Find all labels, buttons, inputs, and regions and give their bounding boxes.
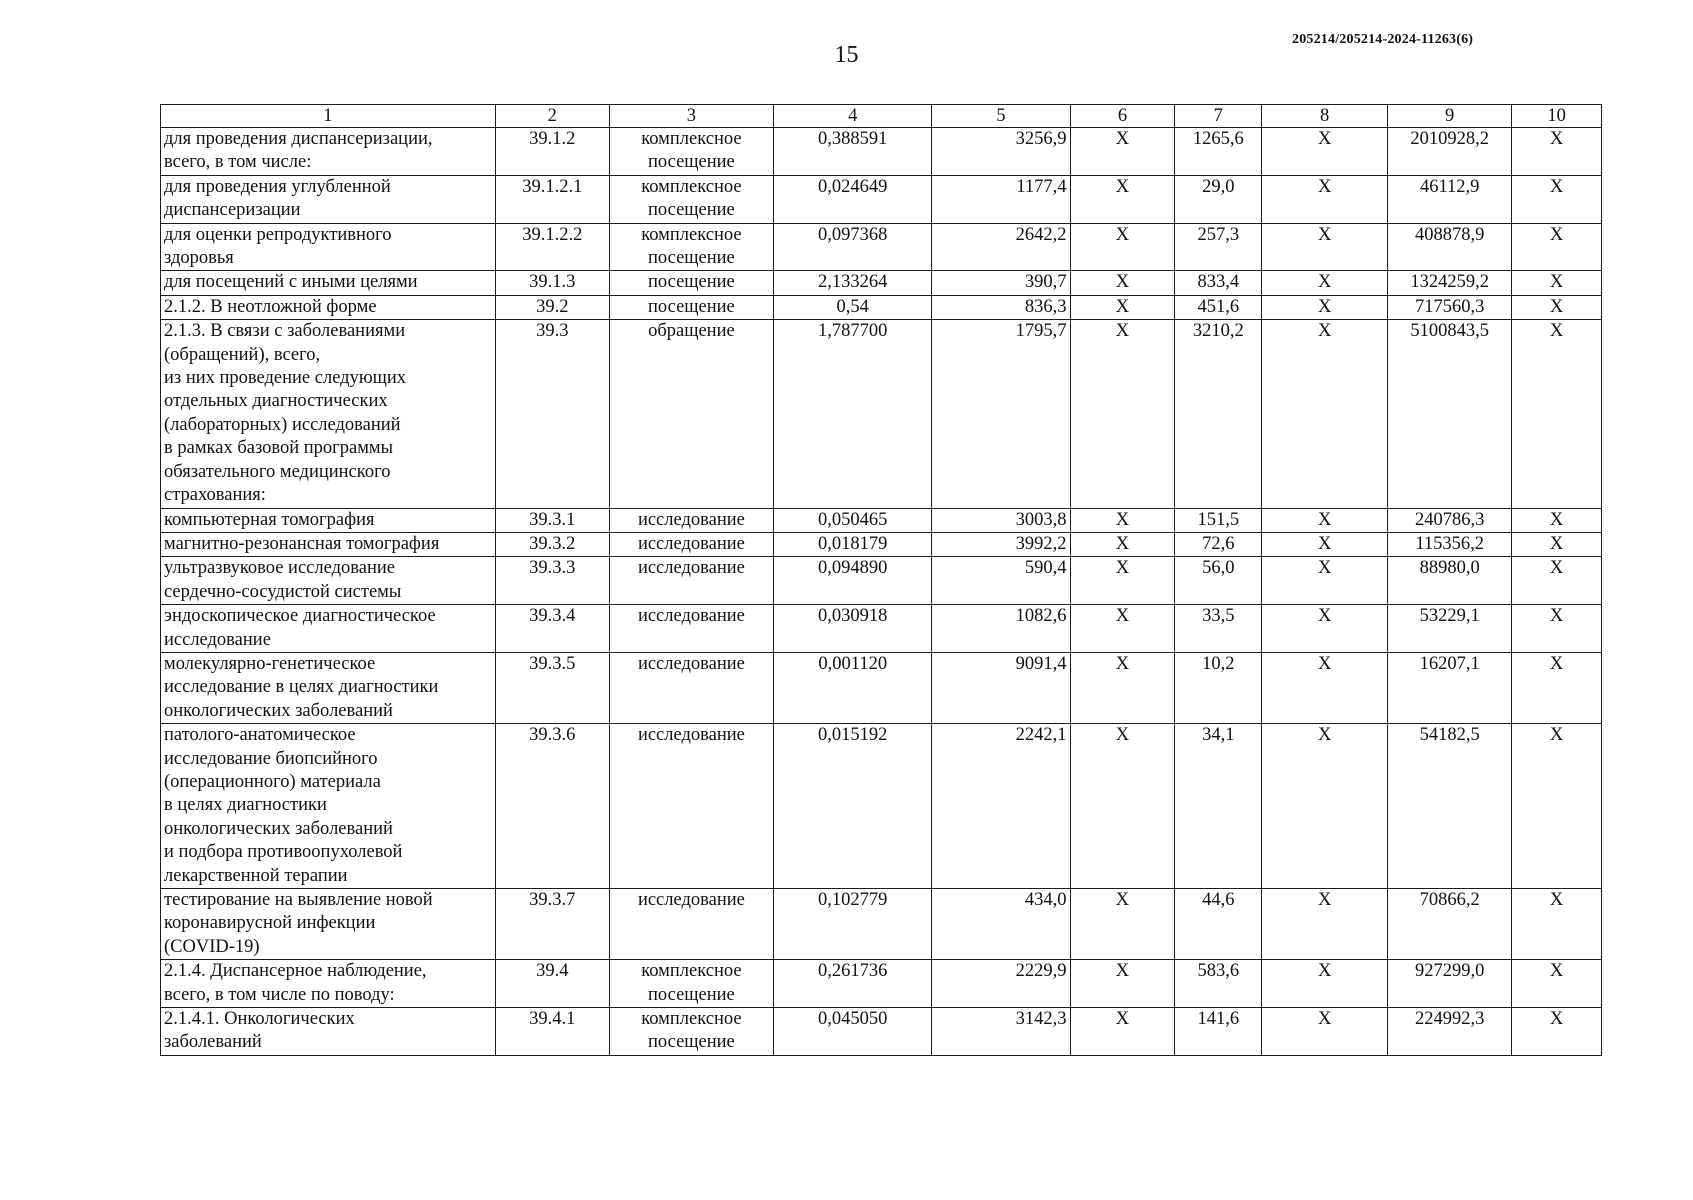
cell-total-cost: 2010928,2 [1388, 128, 1512, 176]
cell-unit: посещение [609, 295, 773, 319]
cell-unit: исследование [609, 508, 773, 532]
cell-standard-volume: 0,030918 [774, 605, 932, 653]
cell-total-cost: 16207,1 [1388, 652, 1512, 723]
cell-row-code: 39.1.3 [495, 271, 609, 295]
document-id: 205214/205214-2024-11263(6) [1292, 32, 1474, 47]
cell-standard-volume: 0,015192 [774, 724, 932, 889]
cell-col-10-value: X [1512, 508, 1602, 532]
cell-unit: исследование [609, 652, 773, 723]
cell-col-10-value: X [1512, 295, 1602, 319]
cell-standard-cost: 3142,3 [932, 1008, 1070, 1056]
cell-col-8-value: X [1262, 175, 1388, 223]
cell-per-capita-value: 451,6 [1175, 295, 1262, 319]
cell-row-label: 2.1.2. В неотложной форме [161, 295, 496, 319]
table-row [161, 271, 1602, 295]
cell-unit: исследование [609, 605, 773, 653]
column-number-9: 9 [1388, 105, 1512, 128]
cell-col-6-value: X [1070, 1008, 1175, 1056]
cell-standard-volume: 1,787700 [774, 320, 932, 508]
cell-per-capita-value: 44,6 [1175, 889, 1262, 960]
cell-col-8-value: X [1262, 271, 1388, 295]
cell-row-label: 2.1.4. Диспансерное наблюдение, всего, в том числе по поводу: [161, 960, 496, 1008]
cell-total-cost: 53229,1 [1388, 605, 1512, 653]
cell-standard-cost: 3003,8 [932, 508, 1070, 532]
cell-col-8-value: X [1262, 724, 1388, 889]
table-row [161, 295, 1602, 319]
column-number-row [161, 105, 1602, 128]
cell-col-10-value: X [1512, 724, 1602, 889]
column-number-6: 6 [1070, 105, 1175, 128]
cell-col-6-value: X [1070, 724, 1175, 889]
table-row [161, 605, 1602, 653]
cell-standard-volume: 0,102779 [774, 889, 932, 960]
cell-unit: комплексное посещение [609, 175, 773, 223]
cell-standard-cost: 590,4 [932, 557, 1070, 605]
cell-row-code: 39.1.2.2 [495, 223, 609, 271]
cell-row-label: для посещений с иными целями [161, 271, 496, 295]
cell-standard-volume: 0,094890 [774, 557, 932, 605]
cell-standard-volume: 0,261736 [774, 960, 932, 1008]
cell-col-10-value: X [1512, 960, 1602, 1008]
cell-row-label: 2.1.4.1. Онкологических заболеваний [161, 1008, 496, 1056]
column-number-2: 2 [495, 105, 609, 128]
table-row [161, 320, 1602, 508]
column-number-10: 10 [1512, 105, 1602, 128]
cell-col-6-value: X [1070, 960, 1175, 1008]
page-number: 15 [834, 42, 859, 68]
cell-row-code: 39.2 [495, 295, 609, 319]
cell-col-10-value: X [1512, 320, 1602, 508]
cell-row-code: 39.3.6 [495, 724, 609, 889]
cell-row-label: молекулярно-генетическое исследование в целях диагностики онкологических заболеваний [161, 652, 496, 723]
cell-col-6-value: X [1070, 223, 1175, 271]
table-body [161, 128, 1602, 1056]
cell-row-label: патолого-анатомическое исследование биопсийного (операционного) материала в целях диагностики онкологических заболеваний и подбора противоопухолевой лекарственной терапии [161, 724, 496, 889]
table-row [161, 508, 1602, 532]
cell-standard-cost: 2642,2 [932, 223, 1070, 271]
cell-row-code: 39.3.1 [495, 508, 609, 532]
cell-unit: обращение [609, 320, 773, 508]
cell-col-6-value: X [1070, 175, 1175, 223]
cell-total-cost: 88980,0 [1388, 557, 1512, 605]
cell-total-cost: 115356,2 [1388, 532, 1512, 556]
cell-col-6-value: X [1070, 557, 1175, 605]
cell-col-8-value: X [1262, 1008, 1388, 1056]
cell-col-8-value: X [1262, 295, 1388, 319]
cell-col-6-value: X [1070, 128, 1175, 176]
cell-standard-volume: 0,388591 [774, 128, 932, 176]
cell-per-capita-value: 33,5 [1175, 605, 1262, 653]
cell-unit: комплексное посещение [609, 960, 773, 1008]
cell-row-label: тестирование на выявление новой коронавирусной инфекции (COVID-19) [161, 889, 496, 960]
cell-per-capita-value: 10,2 [1175, 652, 1262, 723]
table-row [161, 175, 1602, 223]
cell-per-capita-value: 29,0 [1175, 175, 1262, 223]
column-number-8: 8 [1262, 105, 1388, 128]
cell-standard-volume: 0,050465 [774, 508, 932, 532]
cell-col-6-value: X [1070, 320, 1175, 508]
cell-row-label: для проведения диспансеризации, всего, в том числе: [161, 128, 496, 176]
cell-standard-cost: 434,0 [932, 889, 1070, 960]
cell-row-code: 39.3.5 [495, 652, 609, 723]
cell-total-cost: 1324259,2 [1388, 271, 1512, 295]
cell-col-10-value: X [1512, 557, 1602, 605]
cell-total-cost: 5100843,5 [1388, 320, 1512, 508]
cell-per-capita-value: 34,1 [1175, 724, 1262, 889]
cell-row-code: 39.3.7 [495, 889, 609, 960]
cell-standard-volume: 0,045050 [774, 1008, 932, 1056]
cell-col-10-value: X [1512, 1008, 1602, 1056]
cell-per-capita-value: 3210,2 [1175, 320, 1262, 508]
cell-standard-volume: 2,133264 [774, 271, 932, 295]
cell-standard-cost: 1082,6 [932, 605, 1070, 653]
table-row [161, 652, 1602, 723]
cell-col-6-value: X [1070, 889, 1175, 960]
table-row [161, 532, 1602, 556]
cell-unit: исследование [609, 889, 773, 960]
cell-col-8-value: X [1262, 532, 1388, 556]
cell-col-6-value: X [1070, 271, 1175, 295]
cell-col-8-value: X [1262, 223, 1388, 271]
cell-total-cost: 408878,9 [1388, 223, 1512, 271]
cell-total-cost: 224992,3 [1388, 1008, 1512, 1056]
cell-col-6-value: X [1070, 652, 1175, 723]
column-number-4: 4 [774, 105, 932, 128]
cell-col-8-value: X [1262, 652, 1388, 723]
cell-row-code: 39.1.2.1 [495, 175, 609, 223]
table-row [161, 557, 1602, 605]
cell-standard-volume: 0,018179 [774, 532, 932, 556]
cell-col-10-value: X [1512, 605, 1602, 653]
cell-col-10-value: X [1512, 128, 1602, 176]
cell-row-label: компьютерная томография [161, 508, 496, 532]
cell-standard-cost: 2242,1 [932, 724, 1070, 889]
cell-total-cost: 927299,0 [1388, 960, 1512, 1008]
data-table [160, 104, 1602, 1056]
table-row [161, 960, 1602, 1008]
cell-unit: комплексное посещение [609, 223, 773, 271]
cell-unit: посещение [609, 271, 773, 295]
cell-unit: исследование [609, 557, 773, 605]
table-row [161, 223, 1602, 271]
table-row [161, 1008, 1602, 1056]
column-number-7: 7 [1175, 105, 1262, 128]
cell-col-8-value: X [1262, 508, 1388, 532]
cell-row-code: 39.3.3 [495, 557, 609, 605]
cell-row-label: магнитно-резонансная томография [161, 532, 496, 556]
cell-row-label: для проведения углубленной диспансеризации [161, 175, 496, 223]
cell-per-capita-value: 1265,6 [1175, 128, 1262, 176]
cell-row-label: ультразвуковое исследование сердечно-сосудистой системы [161, 557, 496, 605]
cell-standard-cost: 390,7 [932, 271, 1070, 295]
column-number-1: 1 [161, 105, 496, 128]
cell-standard-cost: 836,3 [932, 295, 1070, 319]
cell-col-8-value: X [1262, 960, 1388, 1008]
cell-per-capita-value: 257,3 [1175, 223, 1262, 271]
cell-total-cost: 54182,5 [1388, 724, 1512, 889]
cell-row-code: 39.3.4 [495, 605, 609, 653]
cell-row-label: эндоскопическое диагностическое исследование [161, 605, 496, 653]
cell-col-6-value: X [1070, 605, 1175, 653]
column-number-3: 3 [609, 105, 773, 128]
cell-unit: исследование [609, 532, 773, 556]
cell-standard-cost: 9091,4 [932, 652, 1070, 723]
cell-per-capita-value: 583,6 [1175, 960, 1262, 1008]
cell-per-capita-value: 151,5 [1175, 508, 1262, 532]
cell-standard-cost: 2229,9 [932, 960, 1070, 1008]
cell-unit: комплексное посещение [609, 1008, 773, 1056]
cell-col-10-value: X [1512, 223, 1602, 271]
cell-col-6-value: X [1070, 295, 1175, 319]
cell-row-code: 39.3 [495, 320, 609, 508]
cell-per-capita-value: 72,6 [1175, 532, 1262, 556]
cell-total-cost: 240786,3 [1388, 508, 1512, 532]
cell-col-10-value: X [1512, 889, 1602, 960]
cell-total-cost: 70866,2 [1388, 889, 1512, 960]
cell-standard-cost: 3256,9 [932, 128, 1070, 176]
cell-row-code: 39.4 [495, 960, 609, 1008]
cell-standard-volume: 0,54 [774, 295, 932, 319]
cell-row-code: 39.4.1 [495, 1008, 609, 1056]
cell-per-capita-value: 833,4 [1175, 271, 1262, 295]
cell-col-8-value: X [1262, 128, 1388, 176]
cell-col-8-value: X [1262, 889, 1388, 960]
cell-row-code: 39.1.2 [495, 128, 609, 176]
cell-row-code: 39.3.2 [495, 532, 609, 556]
cell-row-label: для оценки репродуктивного здоровья [161, 223, 496, 271]
table-row [161, 128, 1602, 176]
cell-col-8-value: X [1262, 557, 1388, 605]
cell-per-capita-value: 56,0 [1175, 557, 1262, 605]
table-row [161, 889, 1602, 960]
cell-total-cost: 46112,9 [1388, 175, 1512, 223]
cell-unit: комплексное посещение [609, 128, 773, 176]
cell-standard-cost: 1795,7 [932, 320, 1070, 508]
cell-total-cost: 717560,3 [1388, 295, 1512, 319]
table-row [161, 724, 1602, 889]
cell-col-10-value: X [1512, 271, 1602, 295]
cell-col-10-value: X [1512, 652, 1602, 723]
cell-standard-volume: 0,001120 [774, 652, 932, 723]
cell-unit: исследование [609, 724, 773, 889]
cell-col-6-value: X [1070, 508, 1175, 532]
cell-standard-cost: 1177,4 [932, 175, 1070, 223]
cell-col-8-value: X [1262, 320, 1388, 508]
cell-standard-volume: 0,024649 [774, 175, 932, 223]
cell-col-10-value: X [1512, 175, 1602, 223]
cell-per-capita-value: 141,6 [1175, 1008, 1262, 1056]
cell-col-6-value: X [1070, 532, 1175, 556]
column-number-5: 5 [932, 105, 1070, 128]
cell-standard-volume: 0,097368 [774, 223, 932, 271]
cell-row-label: 2.1.3. В связи с заболеваниями (обращений), всего, из них проведение следующих отдельных диагностических (лабораторных) исследований в рамках базовой программы обязательного медицинского страхования: [161, 320, 496, 508]
cell-col-10-value: X [1512, 532, 1602, 556]
cell-standard-cost: 3992,2 [932, 532, 1070, 556]
cell-col-8-value: X [1262, 605, 1388, 653]
